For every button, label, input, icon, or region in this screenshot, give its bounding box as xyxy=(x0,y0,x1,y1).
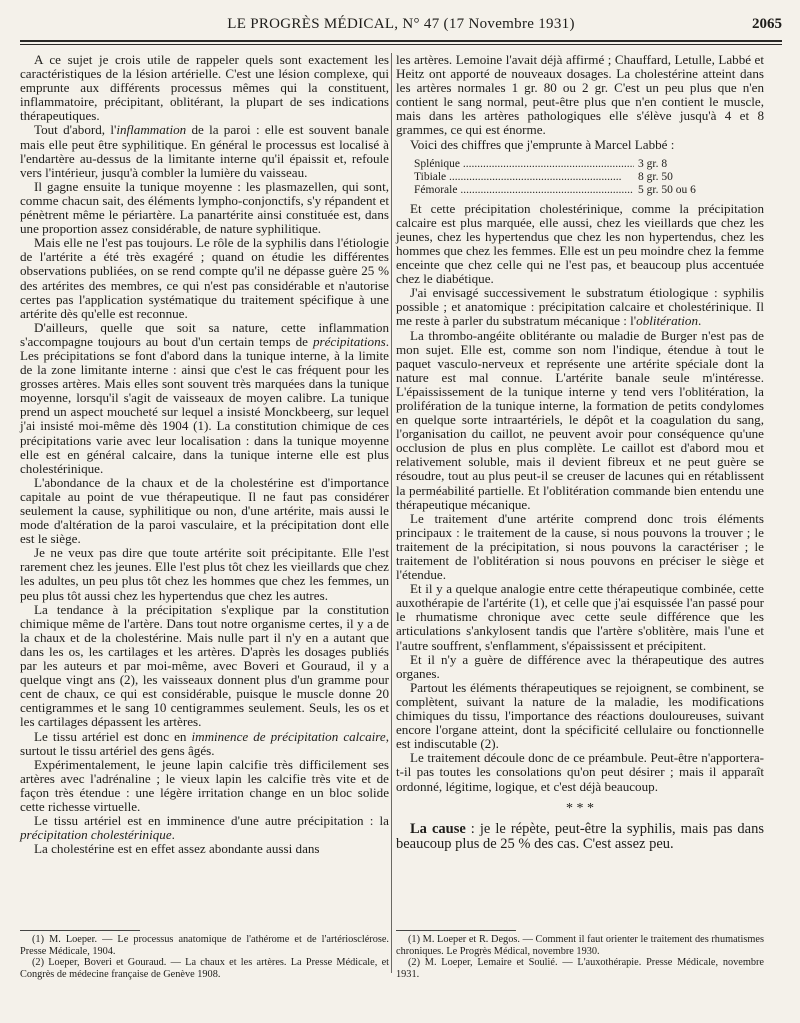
paragraph: A ce sujet je crois utile de rappeler quels sont exactement les caractéristiques de la lésion artérielle. C'est une lésion complexe, qui emprunte aux différents processus mêmes qui la constituent, inflammatoire, précipitant, oblitérant, la plupart de ses indications thérapeutiques. xyxy=(20,52,389,124)
paragraph: L'abondance de la chaux et de la cholestérine est d'importance capitale au point de vue thérapeutique. Il ne faut pas considérer seulement la cause, syphilitique ou non, d'une artérite, mais aussi le mode d'altération de la paroi vasculaire, et la précipitation dont elle est le siège. xyxy=(20,474,389,547)
footnote: (2) Loeper, Boveri et Gouraud. — La chaux et les artères. La Presse Médicale, et Congrès de médecine française de Genève 1908. xyxy=(20,957,389,980)
text-run: : je le répète, peut-être la syphilis, mais pas dans beaucoup plus de 25 % des cas. C'est assez peu. xyxy=(396,820,765,853)
table-row xyxy=(414,184,734,197)
text-run: Le tissu artériel est donc en xyxy=(34,728,192,744)
paragraph: Et il y a quelque analogie entre cette thérapeutique combinée, cette auxothérapie de l'artérite (1), et celle que j'ai esquissée l'an passé pour le rhumatisme chronique avec cette seule différence que les articulations s'ankylosent tandis que l'artère s'oblitère, mais l'une et l'autre souffrent, s'enflamment, s'épaississent et précipitent. xyxy=(396,581,764,653)
text-run: . xyxy=(698,313,702,329)
paragraph: Le traitement découle donc de ce préambule. Peut-être n'apportera-t-il pas toutes les consolations qu'on peut désirer ; mais il apparaît ordonné, légitime, logique, et c'est déjà beaucoup. xyxy=(396,750,764,794)
table-row xyxy=(414,171,734,184)
page-number: 2065 xyxy=(752,16,782,32)
table-cell-value: 8 gr. 50 xyxy=(638,170,673,183)
right-column xyxy=(396,53,764,853)
paragraph: Le traitement d'une artérite comprend donc trois éléments principaux : le traitement de la cause, si nous pouvons la trouver ; le traitement de la précipitation, si nous pouvons la caractériser ; le traitement de l'oblitération si nous pouvons en préciser le siège et l'étendue. xyxy=(396,510,764,583)
table-cell-value: 3 gr. 8 xyxy=(638,157,668,170)
paragraph: La thrombo-angéite oblitérante ou maladie de Burger n'est pas de mon sujet. Elle est, comme son nom l'indique, étendue à tout le paquet vasculo-nerveux et représente une artérite spéciale dont la nature est mal connue. L'artérite banale seule m'intéresse. L'épaississement de la tunique interne y tend vers l'oblitération, la prolifération de la tunique interne, la formation de petits condylomes en quelque sorte intraartériels, le dépôt et la coagulation du sang, l'organisation du caillot, ne peuvent avoir pour conséquence qu'une occlusion de plus en plus complète. Le caillot est d'abord mou et relativement soluble, mais il devient fibreux et ne peut guère se résoudre, tout au plus peut-il se creuser de lacunes qui en rétablissent la perméabilité partielle. Et l'oblitération commande bien entendu une thérapeutique mécanique. xyxy=(396,327,764,512)
footnote-rule xyxy=(396,930,516,931)
text-run: , surtout le tissu artériel des gens âgés. xyxy=(20,728,390,758)
paragraph: Il gagne ensuite la tunique moyenne : les plasmazellen, qui sont, comme chacun sait, des éléments lympho-conjonctifs, s'y répandent et pénètrent même le périartère. La panartérite ainsi constituée est, dans une proportion assez considérable, de nature syphilitique. xyxy=(20,178,389,237)
paragraph xyxy=(396,822,764,853)
paragraph: les artères. Lemoine l'avait déjà affirmé ; Chauffard, Letulle, Labbé et Heitz ont apporté de nouveaux dosages. La cholestérine atteint dans les artères normales 1 gr. 80 ou 2 gr. C'est un peu plus que n'en contient le sang normal, peut-être plus que n'en contient le muscle, mais dans les artères pathologiques elle s'élève jusqu'à 4 et 8 grammes, ce qui est énorme. xyxy=(396,52,764,138)
table-cell-label: Splénique ..... xyxy=(414,158,634,171)
text-run: . xyxy=(171,827,175,843)
text-run: J'ai envisagé successivement le substratum étiologique : syphilis possible ; et anatomique : précipitation calcaire et cholestérinique. Il me reste à parler du substratum mécanique : l' xyxy=(396,285,764,329)
journal-title: LE PROGRÈS MÉDICAL, N° 47 (17 Novembre 1931) xyxy=(227,16,575,32)
text-run: de la paroi : elle est souvent banale mais elle peut être syphilitique. En général le processus est localisé à l'endartère au-dessus de la limitante interne qu'il épaissit et, refoule vers l'intérieur, jusqu'à combler la lumière du vaisseau. xyxy=(20,122,389,180)
lead-phrase: La cause xyxy=(410,820,466,837)
paragraph xyxy=(20,321,389,476)
text-run: Tout d'abord, l' xyxy=(34,122,117,138)
paragraph: La tendance à la précipitation s'explique par la constitution chimique même de l'artère. Dans tout notre organisme certes, il y a de la chaux et de la cholestérine. Mais nulle part il n'y en a autant que dans les os, les cartilages et les artères. D'après les dosages publiés par les auteurs et par moi-même, avec Boveri et Gouraud, il y a quelque vingt ans (2), les vaisseaux donnent plus d'un gramme pour cent de chaux, ce qui est considérable, puisque le muscle donne 20 centigrammes et le sang 10 centigrammes seulement. Seuls, les os et les cartilages dépassent les artères. xyxy=(20,601,389,730)
emphasis: précipitations xyxy=(312,333,386,349)
footnote-rule xyxy=(20,930,140,931)
page-header xyxy=(20,16,782,38)
paragraph: Je ne veux pas dire que toute artérite soit précipitante. Elle l'est rarement chez les jeunes. Elle l'est plus tôt chez les vieillards que chez les adultes, un peu plus tôt chez les hommes que chez les femmes, un peu plus tôt aussi chez les hypertendus que chez les autres. xyxy=(20,545,389,603)
table-cell-value: 5 gr. 50 ou 6 xyxy=(638,183,696,196)
emphasis: imminence de précipitation calcaire xyxy=(191,728,386,744)
column-divider xyxy=(391,53,392,973)
paragraph: Voici des chiffres que j'emprunte à Marcel Labbé : xyxy=(410,136,675,152)
footnotes-left xyxy=(20,934,389,980)
footnote: (1) M. Loeper. — Le processus anatomique de l'athérome et de l'artériosclérose. Presse Médicale, 1904. xyxy=(20,934,389,957)
paragraph xyxy=(396,286,764,328)
footnote: (2) M. Loeper, Lemaire et Soulié. — L'auxothérapie. Presse Médicale, novembre 1931. xyxy=(396,957,764,980)
paragraph: Partout les éléments thérapeutiques se rejoignent, se combinent, se complètent, suivant la nature de la maladie, les modifications chimiques du tissu, l'importance des réactions douloureuses, suivant encore l'organe atteint, dont la spécificité cellulaire ou fonctionnelle est indiscutable (2). xyxy=(396,679,764,752)
table-row xyxy=(414,158,734,171)
table-cell-label: Tibiale ..... xyxy=(414,171,634,184)
header-rule xyxy=(20,40,782,42)
paragraph xyxy=(20,730,389,758)
table-cell-label: Fémorale ..... xyxy=(414,184,634,197)
emphasis: précipitation cholestérinique xyxy=(20,827,172,843)
footnote: (1) M. Loeper et R. Degos. — Comment il faut orienter le traitement des rhumatismes chroniques. Le Progrès Médical, novembre 1930. xyxy=(396,934,764,957)
text-run: . Les précipitations se font d'abord dans la tunique interne, à la limite de la zone limitante interne : ainsi que c'est le cas fréquent pour les grosses artères. Mais elles sont souvent très marquées dans la tunique moyenne, lorsqu'il s'agit de vaisseaux de moyen calibre. La tunique prend un aspect moucheté sur lequel a insisté Monckbeerg, sur lequel j'ai insisté moi-même dès 1904 (1). La constitution chimique de ces précipitations varie avec leur localisation : dans la tunique moyenne elle est en général calcaire, dans la tunique interne elle est plus cholestérinique. xyxy=(20,333,389,476)
text-run: D'ailleurs, quelle que soit sa nature, cette inflammation s'accompagne toujours au bout d'un certain temps de xyxy=(20,319,389,349)
paragraph xyxy=(20,123,389,179)
section-separator-stars: * * * xyxy=(566,800,594,816)
paragraph xyxy=(20,814,389,842)
paragraph: La cholestérine est en effet assez abondante aussi dans xyxy=(34,841,320,857)
paragraph: Expérimentalement, le jeune lapin calcifie très difficilement ses artères avec l'adrénaline ; le vieux lapin les calcifie très vite et de façon très étendue : une légère irritation change en un bloc solide cette richesse virtuelle. xyxy=(20,756,389,814)
emphasis: oblitération xyxy=(636,313,698,329)
emphasis: inflammation xyxy=(116,122,187,138)
text-run: Le tissu artériel est en imminence d'une autre précipitation : la xyxy=(34,813,389,829)
paragraph: Et cette précipitation cholestérinique, comme la précipitation calcaire est plus marquée, elle aussi, chez les vieillards que chez les jeunes, chez les hypertendus que chez les non hypertendus, chez les hommes que chez les femmes. Elle est un peu moindre chez la femme enceinte que chez celle qui ne l'est pas, et beaucoup plus accentuée chez le diabétique. xyxy=(396,200,764,287)
left-column xyxy=(20,53,389,856)
footnotes-right xyxy=(396,934,764,980)
cholesterol-table xyxy=(414,158,734,197)
paragraph: Mais elle ne l'est pas toujours. Le rôle de la syphilis dans l'étiologie de l'artérite a été très exagéré ; quand on étudie les différentes observations publiées, on se rend compte qu'il ne dépasse guère 25 % des artérites des membres, ce qui n'est pas considérable et n'autorise certes pas l'application systématique du traitement spécifique à une artérite dès qu'elle est reconnue. xyxy=(20,235,389,321)
header-rule-thin xyxy=(20,44,782,45)
paragraph: Et il n'y a guère de différence avec la thérapeutique des autres organes. xyxy=(396,651,764,681)
